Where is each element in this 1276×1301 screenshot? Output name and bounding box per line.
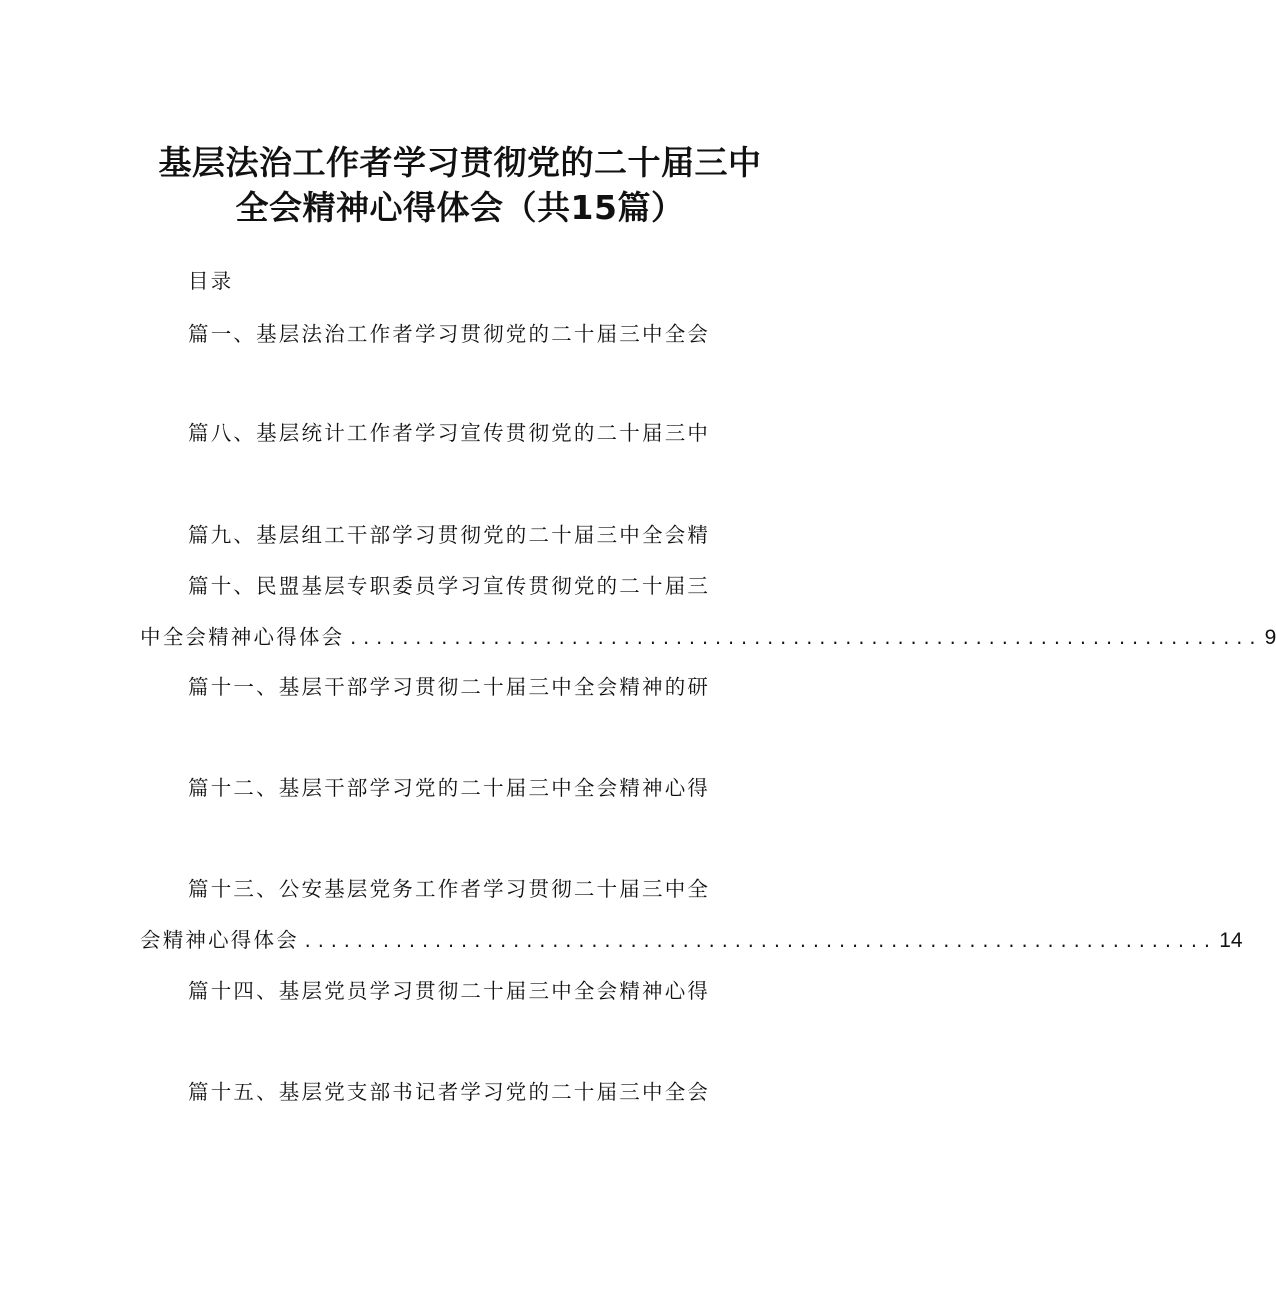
toc-entry-11[interactable]: 篇十一、基层干部学习贯彻二十届三中全会精神的研 xyxy=(188,675,711,699)
toc-entry-10-page-number: 9 xyxy=(1264,626,1276,649)
toc-entry-10[interactable]: 篇十、民盟基层专职委员学习宣传贯彻党的二十届三 xyxy=(188,574,711,598)
toc-entry-13[interactable]: 篇十三、公安基层党务工作者学习贯彻二十届三中全 xyxy=(188,877,711,901)
toc-entry-9[interactable]: 篇九、基层组工干部学习贯彻党的二十届三中全会精 xyxy=(188,523,711,547)
toc-entry-13-continuation-text: 会精神心得体会 xyxy=(140,928,299,952)
document-title-line-2: 全会精神心得体会（共15篇） xyxy=(235,188,685,227)
toc-entry-13-page-number: 14 xyxy=(1219,929,1243,952)
toc-entry-12[interactable]: 篇十二、基层干部学习党的二十届三中全会精神心得 xyxy=(188,776,711,800)
toc-entry-15[interactable]: 篇十五、基层党支部书记者学习党的二十届三中全会 xyxy=(188,1080,711,1104)
toc-heading: 目录 xyxy=(188,269,234,293)
toc-leader-dots: ...................................................................... xyxy=(302,932,1216,951)
toc-entry-10-continuation-text: 中全会精神心得体会 xyxy=(140,625,345,649)
toc-entry-14[interactable]: 篇十四、基层党员学习贯彻二十届三中全会精神心得 xyxy=(188,979,711,1003)
toc-leader-dots: ...................................................................... xyxy=(348,629,1261,648)
toc-entry-8[interactable]: 篇八、基层统计工作者学习宣传贯彻党的二十届三中 xyxy=(188,421,711,445)
toc-entry-1[interactable]: 篇一、基层法治工作者学习贯彻党的二十届三中全会 xyxy=(188,322,711,346)
toc-entry-13-continuation[interactable] xyxy=(140,923,1243,953)
toc-entry-10-continuation[interactable] xyxy=(140,620,1276,650)
document-title-line-1: 基层法治工作者学习贯彻党的二十届三中 xyxy=(158,143,762,182)
